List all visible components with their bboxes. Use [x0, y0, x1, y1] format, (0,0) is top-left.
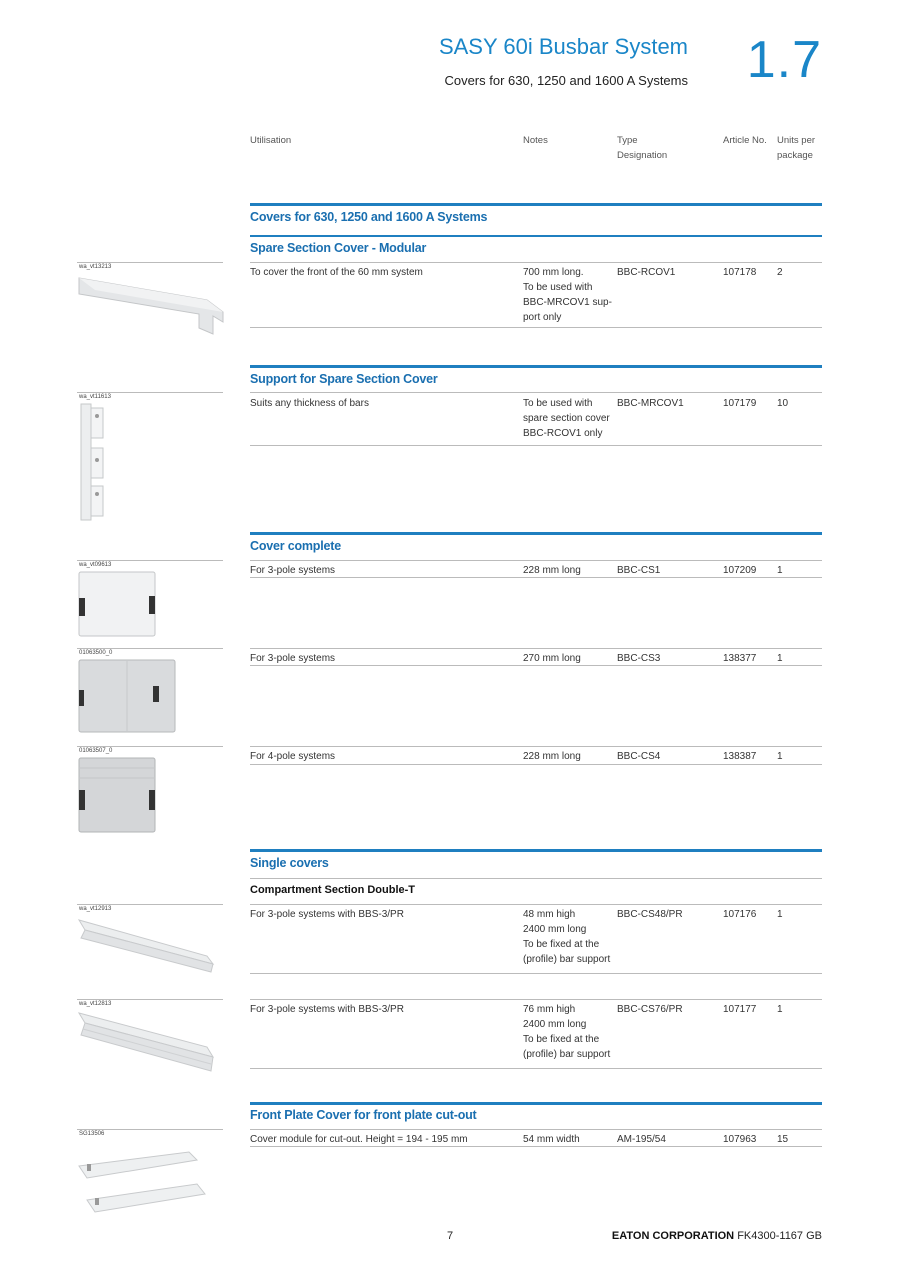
note-line: BBC-MRCOV1 sup- [523, 297, 612, 308]
image-divider [77, 1129, 223, 1130]
row-divider [250, 1068, 822, 1069]
section-divider [250, 1102, 822, 1105]
cs3-article: 138377 [723, 653, 757, 664]
front-plate-article: 107963 [723, 1134, 757, 1145]
page-number: 7 [446, 1230, 454, 1242]
note-line: BBC-RCOV1 only [523, 428, 603, 439]
row-divider [250, 1146, 822, 1147]
cs1-units: 1 [777, 565, 783, 576]
spare-notes [523, 265, 615, 325]
cs76-units: 1 [777, 1004, 783, 1015]
document-code: FK4300-1167 GB [737, 1230, 822, 1242]
cover-cs1-image [77, 570, 157, 638]
row-divider [250, 764, 822, 765]
support-notes [523, 396, 615, 441]
image-code: SG13506 [79, 1131, 105, 1137]
support-units: 10 [777, 398, 789, 409]
image-code: wa_vt09613 [79, 562, 112, 568]
main-section-title: Covers for 630, 1250 and 1600 A Systems [250, 210, 488, 224]
support-article: 107179 [723, 398, 757, 409]
cs48-notes [523, 907, 615, 967]
note-line: (profile) bar support [523, 1049, 611, 1060]
row-divider [250, 973, 822, 974]
cs4-util: For 4-pole systems [250, 751, 336, 762]
cs76-type: BBC-CS76/PR [617, 1004, 683, 1015]
cs76-image [77, 1009, 225, 1075]
section-number: 1.7 [746, 31, 822, 89]
section-divider [250, 532, 822, 535]
support-image [77, 402, 117, 522]
cs76-notes [523, 1002, 615, 1062]
front-plate-image [77, 1150, 225, 1230]
front-plate-title: Front Plate Cover for front plate cut-out [250, 1108, 477, 1122]
note-line: To be fixed at the [523, 1034, 600, 1045]
support-type: BBC-MRCOV1 [617, 398, 684, 409]
spare-units: 2 [777, 267, 783, 278]
section-divider [250, 849, 822, 852]
note-line: To be used with [523, 282, 593, 293]
cs1-type: BBC-CS1 [617, 565, 661, 576]
cs48-image [77, 914, 225, 980]
image-code: 01063500_0 [79, 650, 113, 656]
note-line: 700 mm long. [523, 267, 584, 278]
note-line: (profile) bar support [523, 954, 611, 965]
cs1-util: For 3-pole systems [250, 565, 336, 576]
spare-article: 107178 [723, 267, 757, 278]
cs3-units: 1 [777, 653, 783, 664]
cover-cs4-image [77, 756, 157, 834]
note-line: To be fixed at the [523, 939, 600, 950]
image-divider [77, 560, 223, 561]
front-plate-util: Cover module for cut-out. Height = 194 - 195 mm [250, 1134, 468, 1145]
cs1-article: 107209 [723, 565, 757, 576]
col-utilisation: Utilisation [250, 135, 292, 146]
cs3-note: 270 mm long [523, 653, 581, 664]
row-divider [250, 262, 822, 263]
row-divider [250, 746, 822, 747]
cs76-article: 107177 [723, 1004, 757, 1015]
cs4-units: 1 [777, 751, 783, 762]
cs48-util: For 3-pole systems with BBS-3/PR [250, 909, 404, 920]
row-divider [250, 665, 822, 666]
image-divider [77, 648, 223, 649]
note-line: To be used with [523, 398, 593, 409]
cs3-type: BBC-CS3 [617, 653, 661, 664]
note-line: 76 mm high [523, 1004, 576, 1015]
row-divider [250, 445, 822, 446]
col-article: Article No. [723, 135, 767, 146]
page-subtitle: Covers for 630, 1250 and 1600 A Systems [444, 73, 688, 88]
image-code: 01063507_0 [79, 748, 113, 754]
cs4-article: 138387 [723, 751, 757, 762]
row-divider [250, 392, 822, 393]
note-line: 48 mm high [523, 909, 576, 920]
section-divider [250, 203, 822, 206]
cs76-util: For 3-pole systems with BBS-3/PR [250, 1004, 404, 1015]
col-type-line2: Designation [617, 150, 668, 161]
page-title: SASY 60i Busbar System [438, 34, 688, 59]
row-divider [250, 878, 822, 879]
single-subtitle: Compartment Section Double-T [250, 884, 416, 896]
image-code: wa_vt13213 [79, 264, 112, 270]
front-plate-type: AM-195/54 [617, 1134, 666, 1145]
spare-cover-image [77, 272, 225, 342]
col-units-line1: Units per [777, 135, 816, 146]
image-code: wa_vt12913 [79, 906, 112, 912]
front-plate-note: 54 mm width [523, 1134, 580, 1145]
note-line: 2400 mm long [523, 1019, 587, 1030]
row-divider [250, 904, 822, 905]
cs48-units: 1 [777, 909, 783, 920]
cs4-type: BBC-CS4 [617, 751, 661, 762]
spare-type: BBC-RCOV1 [617, 267, 676, 278]
row-divider [250, 560, 822, 561]
row-divider [250, 577, 822, 578]
section-divider [250, 235, 822, 237]
cs1-note: 228 mm long [523, 565, 581, 576]
col-units [777, 133, 815, 163]
image-code: wa_vt11613 [79, 394, 111, 400]
note-line: spare section cover [523, 413, 610, 424]
cover-complete-title: Cover complete [250, 539, 341, 553]
row-divider [250, 648, 822, 649]
row-divider [250, 999, 822, 1000]
support-util: Suits any thickness of bars [250, 398, 369, 409]
cover-cs3-image [77, 658, 177, 734]
col-notes: Notes [523, 135, 548, 146]
cs48-article: 107176 [723, 909, 757, 920]
company-name: EATON CORPORATION [611, 1230, 735, 1242]
footer-brand [560, 1230, 822, 1242]
image-divider [77, 999, 223, 1000]
section-divider [250, 365, 822, 368]
support-title: Support for Spare Section Cover [250, 372, 438, 386]
cs48-type: BBC-CS48/PR [617, 909, 683, 920]
spare-title: Spare Section Cover - Modular [250, 241, 427, 255]
col-type-line1: Type [617, 135, 638, 146]
single-title: Single covers [250, 856, 329, 870]
image-divider [77, 392, 223, 393]
cs3-util: For 3-pole systems [250, 653, 336, 664]
row-divider [250, 327, 822, 328]
spare-util: To cover the front of the 60 mm system [250, 267, 423, 278]
col-type [617, 133, 667, 163]
note-line: port only [523, 312, 562, 323]
image-divider [77, 746, 223, 747]
note-line: 2400 mm long [523, 924, 587, 935]
cs4-note: 228 mm long [523, 751, 581, 762]
row-divider [250, 1129, 822, 1130]
image-divider [77, 262, 223, 263]
col-units-line2: package [777, 150, 813, 161]
front-plate-units: 15 [777, 1134, 789, 1145]
image-divider [77, 904, 223, 905]
image-code: wa_vt12813 [79, 1001, 112, 1007]
